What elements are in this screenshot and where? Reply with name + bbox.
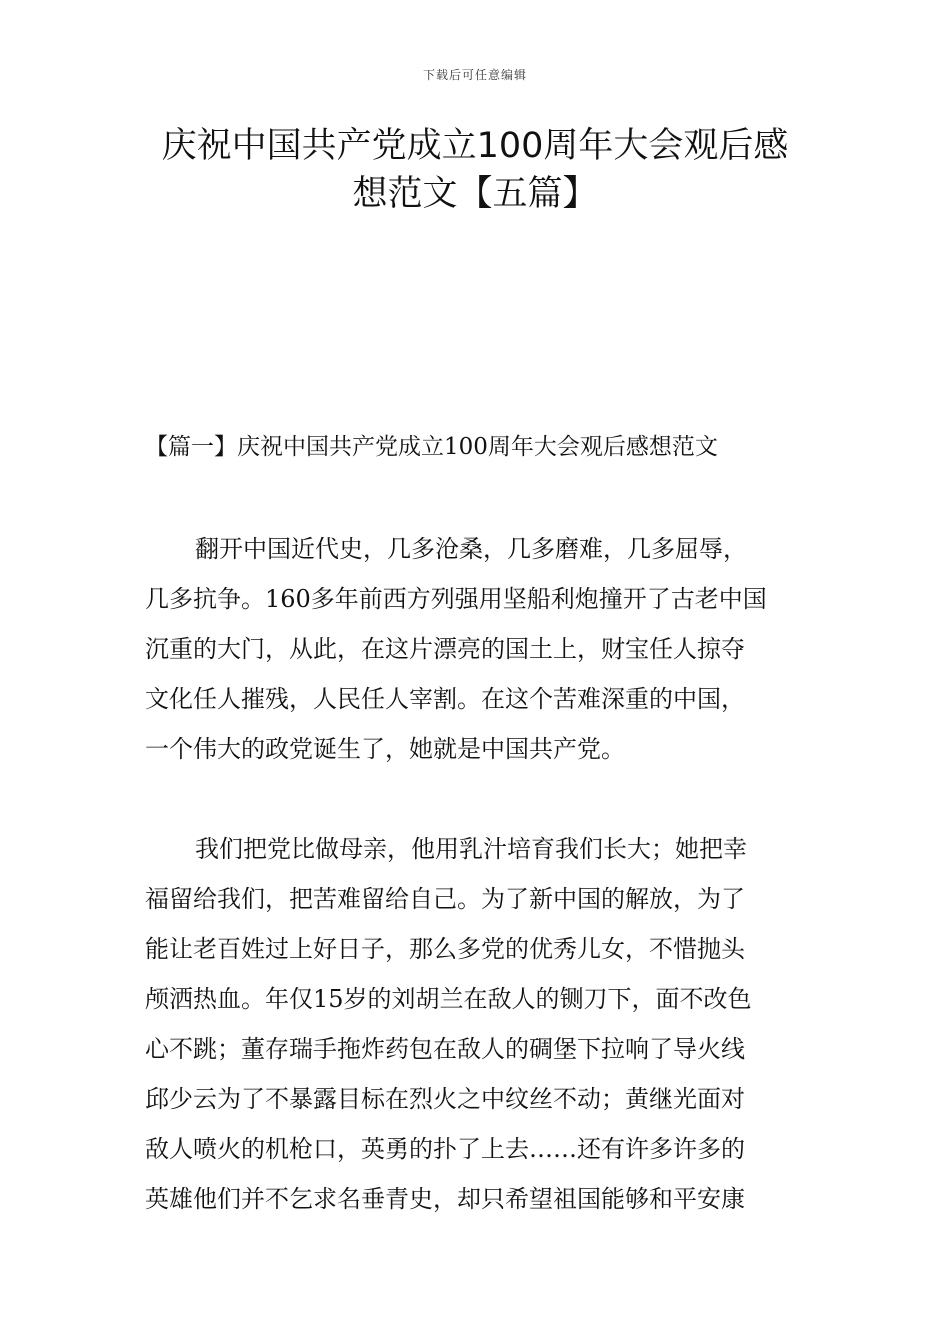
paragraph-line: 我们把党比做母亲，他用乳汁培育我们长大；她把幸 — [195, 835, 747, 863]
paragraph-line: 沉重的大门，从此，在这片漂亮的国土上，财宝任人掠夺 — [145, 635, 745, 663]
paragraph-line: 敌人喷火的机枪口，英勇的扑了上去……还有许多许多的 — [145, 1135, 745, 1163]
paragraph-1 — [145, 524, 815, 774]
paragraph-line: 邱少云为了不暴露目标在烈火之中纹丝不动；黄继光面对 — [145, 1085, 745, 1113]
paragraph-line: 英雄他们并不乞求名垂青史，却只希望祖国能够和平安康 — [145, 1185, 745, 1213]
section-heading: 【篇一】庆祝中国共产党成立100周年大会观后感想范文 — [145, 434, 718, 460]
paragraph-line: 心不跳；董存瑞手拖炸药包在敌人的碉堡下拉响了导火线 — [145, 1035, 745, 1063]
document-title — [145, 122, 805, 218]
paragraph-line: 颅洒热血。年仅15岁的刘胡兰在敌人的铡刀下，面不改色 — [145, 985, 752, 1013]
paragraph-line: 一个伟大的政党诞生了，她就是中国共产党。 — [145, 735, 625, 763]
paragraph-line: 翻开中国近代史，几多沧桑，几多磨难，几多屈辱， — [195, 535, 747, 563]
paragraph-line: 文化任人摧残，人民任人宰割。在这个苦难深重的中国， — [145, 685, 745, 713]
paragraph-line: 几多抗争。160多年前西方列强用坚船利炮撞开了古老中国 — [145, 585, 767, 613]
paragraph-line: 能让老百姓过上好日子，那么多党的优秀儿女，不惜抛头 — [145, 935, 745, 963]
document-title-line-2: 想范文【五篇】 — [352, 174, 598, 214]
paragraph-2 — [145, 824, 815, 1224]
paragraph-line: 福留给我们，把苦难留给自己。为了新中国的解放，为了 — [145, 885, 745, 913]
document-title-line-1: 庆祝中国共产党成立100周年大会观后感 — [161, 126, 789, 166]
header-note: 下载后可任意编辑 — [422, 68, 527, 82]
